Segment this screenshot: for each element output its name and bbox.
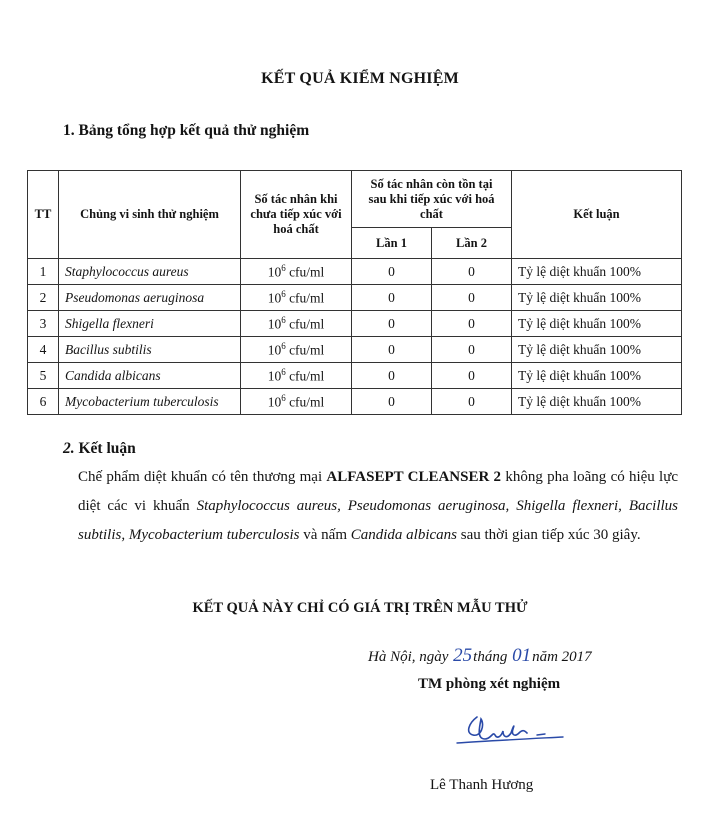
validity-note: KẾT QUẢ NÀY CHỈ CÓ GIÁ TRỊ TRÊN MẪU THỬ — [192, 600, 528, 616]
concentration-base: 10 — [267, 342, 282, 358]
concentration-unit: cfu/ml — [285, 368, 325, 384]
concentration-unit: cfu/ml — [285, 290, 325, 306]
table-row — [28, 311, 682, 337]
header-run2: Lần 2 — [432, 228, 512, 259]
concentration-unit: cfu/ml — [285, 342, 325, 358]
concentration-exponent: 6 — [281, 262, 286, 273]
run2-count: 0 — [432, 259, 512, 285]
row-number: 3 — [28, 311, 59, 337]
date-day: 25 — [453, 645, 473, 666]
result-text: Tỷ lệ diệt khuẩn 100% — [512, 259, 682, 285]
concentration-unit: cfu/ml — [285, 264, 325, 280]
concentration-base: 10 — [267, 290, 282, 306]
table-row — [28, 337, 682, 363]
header-run1: Lần 1 — [352, 228, 432, 259]
concentration-exponent: 6 — [281, 392, 286, 403]
result-text: Tỷ lệ diệt khuẩn 100% — [512, 285, 682, 311]
concentration-unit: cfu/ml — [285, 316, 325, 332]
header-conclusion: Kết luận — [512, 171, 682, 259]
document-title: KẾT QUẢ KIỂM NGHIỆM — [261, 70, 459, 87]
results-table — [27, 170, 682, 415]
run1-count: 0 — [352, 363, 432, 389]
section1-heading: 1. Bảng tổng hợp kết quả thử nghiệm — [63, 122, 310, 139]
initial-count — [241, 259, 352, 285]
date-month-label: tháng — [473, 649, 512, 665]
header-tt: TT — [28, 171, 59, 259]
row-number: 1 — [28, 259, 59, 285]
result-text: Tỷ lệ diệt khuẩn 100% — [512, 389, 682, 415]
strain-name: Bacillus subtilis — [59, 337, 241, 363]
handwritten-signature — [455, 705, 565, 750]
date-month: 01 — [512, 645, 532, 666]
run2-count: 0 — [432, 337, 512, 363]
strain-name: Candida albicans — [59, 363, 241, 389]
strain-name: Pseudomonas aeruginosa — [59, 285, 241, 311]
concentration-base: 10 — [267, 368, 282, 384]
run1-count: 0 — [352, 311, 432, 337]
section2-heading — [63, 440, 136, 458]
initial-count — [241, 363, 352, 389]
conclusion-text-3: và nấm — [299, 527, 351, 543]
run1-count: 0 — [352, 285, 432, 311]
row-number: 4 — [28, 337, 59, 363]
run2-count: 0 — [432, 363, 512, 389]
conclusion-paragraph — [78, 463, 678, 550]
signer-name: Lê Thanh Hương — [430, 777, 534, 793]
table-row — [28, 285, 682, 311]
table-row — [28, 389, 682, 415]
concentration-base: 10 — [267, 316, 282, 332]
initial-count — [241, 285, 352, 311]
header-after: Số tác nhân còn tồn tại sau khi tiếp xúc với hoá chất — [352, 171, 512, 228]
run1-count: 0 — [352, 259, 432, 285]
conclusion-text-2: không pha loãng có hiệu lực diệt các vi khuẩn — [78, 469, 679, 514]
row-number: 2 — [28, 285, 59, 311]
office-title: TM phòng xét nghiệm — [418, 676, 561, 692]
strain-name: Shigella flexneri — [59, 311, 241, 337]
row-number: 6 — [28, 389, 59, 415]
date-line — [368, 645, 592, 667]
product-name: ALFASEPT CLEANSER 2 — [326, 469, 502, 485]
date-prefix: Hà Nội, ngày — [368, 649, 453, 665]
concentration-base: 10 — [267, 264, 282, 280]
concentration-unit: cfu/ml — [285, 394, 325, 410]
fungus-name: Candida albicans — [350, 527, 457, 543]
concentration-exponent: 6 — [281, 288, 286, 299]
result-text: Tỷ lệ diệt khuẩn 100% — [512, 363, 682, 389]
initial-count — [241, 311, 352, 337]
run1-count: 0 — [352, 337, 432, 363]
section2-title: Kết luận — [74, 440, 136, 457]
run2-count: 0 — [432, 389, 512, 415]
row-number: 5 — [28, 363, 59, 389]
section2-number: 2. — [63, 440, 75, 457]
initial-count — [241, 337, 352, 363]
concentration-exponent: 6 — [281, 314, 286, 325]
concentration-exponent: 6 — [281, 340, 286, 351]
concentration-exponent: 6 — [281, 366, 286, 377]
table-row — [28, 259, 682, 285]
run1-count: 0 — [352, 389, 432, 415]
conclusion-text-1: Chế phẩm diệt khuẩn có tên thương mại — [78, 469, 327, 485]
run2-count: 0 — [432, 311, 512, 337]
results-table-body — [28, 259, 682, 415]
strain-name: Mycobacterium tuberculosis — [59, 389, 241, 415]
concentration-base: 10 — [267, 394, 282, 410]
initial-count — [241, 389, 352, 415]
table-row — [28, 363, 682, 389]
conclusion-text-4: sau thời gian tiếp xúc 30 giây. — [457, 527, 641, 543]
bacteria-list: Staphylococcus aureus, Pseudomonas aeruginosa, Shigella flexneri, Bacillus subtilis, Mycobacterium tuberculosis — [78, 498, 678, 543]
header-strain: Chủng vi sinh thử nghiệm — [59, 171, 241, 259]
header-before: Số tác nhân khi chưa tiếp xúc với hoá chất — [241, 171, 352, 259]
result-text: Tỷ lệ diệt khuẩn 100% — [512, 311, 682, 337]
strain-name: Staphylococcus aureus — [59, 259, 241, 285]
run2-count: 0 — [432, 285, 512, 311]
result-text: Tỷ lệ diệt khuẩn 100% — [512, 337, 682, 363]
date-year: năm 2017 — [532, 649, 592, 665]
